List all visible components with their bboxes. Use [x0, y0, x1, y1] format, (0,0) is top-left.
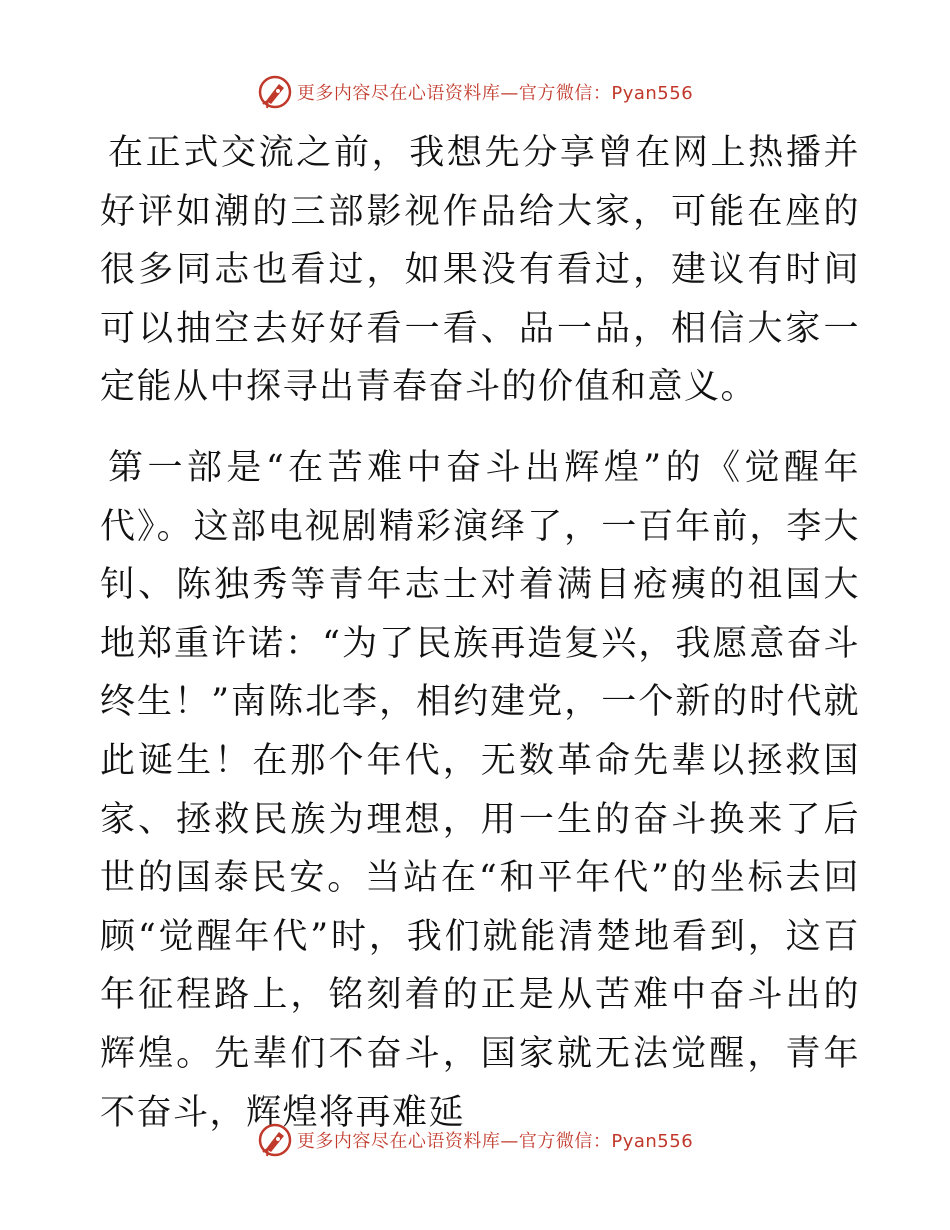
header-banner-text: 更多内容尽在心语资料库—官方微信：Pyan556 — [296, 83, 694, 104]
header-banner — [0, 72, 950, 112]
paragraph-awakening-age: 第一部是“在苦难中奋斗出辉煌”的《觉醒年代》。这部电视剧精彩演绎了，一百年前，李大钊、陈独秀等青年志士对着满目疮痍的祖国大地郑重许诺：“为了民族再造复兴，我愿意奋斗终生！”南陈北李，相约建党，一个新的时代就此诞生！在那个年代，无数革命先辈以拯救国家、拯救民族为理想，用一生的奋斗换来了后世的国泰民安。当站在“和平年代”的坐标去回顾“觉醒年代”时，我们就能清楚地看到，这百年征程路上，铭刻着的正是从苦难中奋斗出的辉煌。先辈们不奋斗，国家就无法觉醒，青年不奋斗，辉煌将再难延 — [100, 447, 860, 1133]
document-body — [100, 124, 860, 1142]
pen-nib-logo-icon — [257, 74, 293, 110]
pen-nib-logo-icon — [257, 1122, 293, 1158]
footer-banner — [0, 1120, 950, 1160]
footer-banner-text: 更多内容尽在心语资料库—官方微信：Pyan556 — [296, 1131, 694, 1152]
paragraph-intro: 在正式交流之前，我想先分享曾在网上热播并好评如潮的三部影视作品给大家，可能在座的很多同志也看过，如果没有看过，建议有时间可以抽空去好好看一看、品一品，相信大家一定能从中探寻出青春奋斗的价值和意义。 — [100, 133, 860, 408]
